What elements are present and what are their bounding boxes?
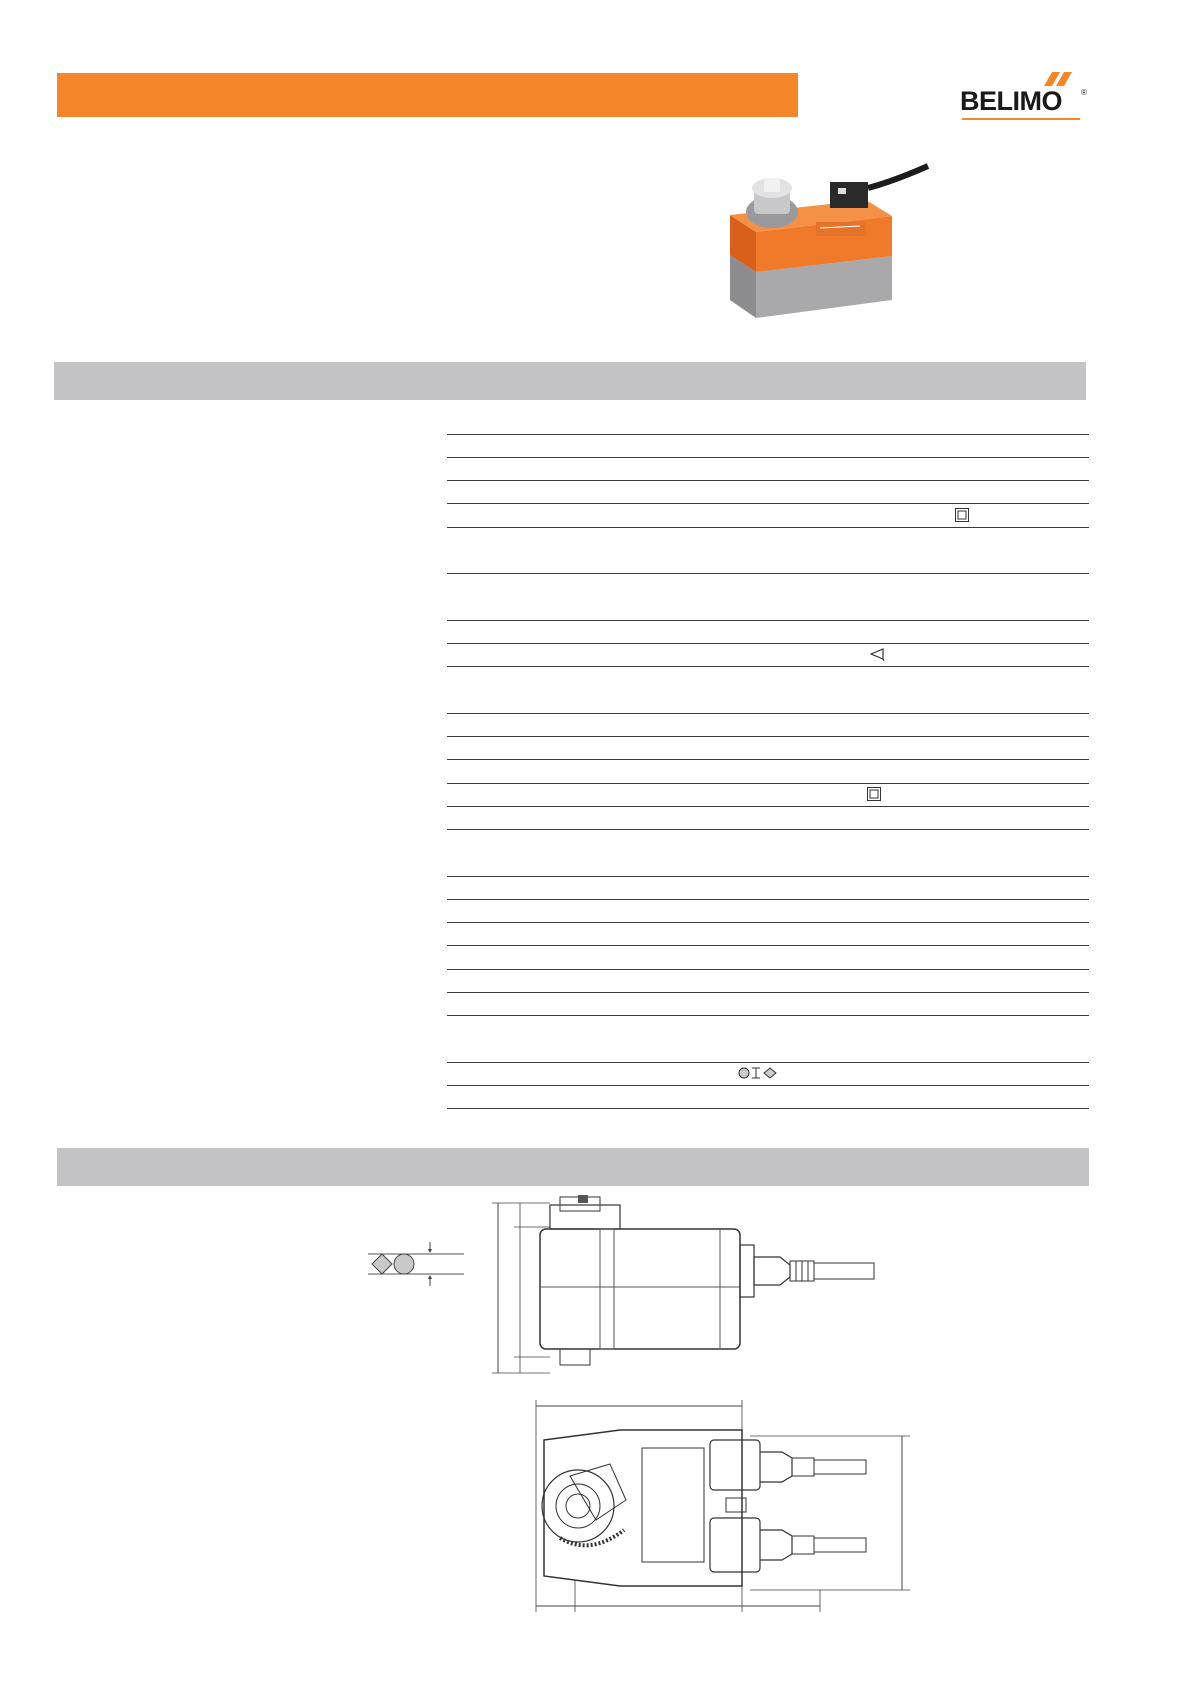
logo-wordmark: BELIMO	[960, 86, 1062, 116]
table-rule	[447, 666, 1089, 667]
double-square-icon	[867, 787, 881, 801]
table-rule	[447, 503, 1089, 504]
circle-bar-diamond-icon	[738, 1066, 778, 1080]
section-bar-technical-data	[54, 362, 1086, 400]
belimo-logo	[960, 68, 1090, 120]
shaft-profile-drawing	[368, 1240, 468, 1288]
table-rule	[447, 945, 1089, 946]
logo-underline	[962, 118, 1080, 120]
table-rule	[447, 759, 1089, 760]
table-rule	[447, 783, 1089, 784]
table-rule	[447, 876, 1089, 877]
table-rule	[447, 1062, 1089, 1063]
double-square-icon	[955, 508, 969, 522]
product-image	[720, 160, 940, 320]
table-rule	[447, 480, 1089, 481]
table-rule	[447, 829, 1089, 830]
table-rule	[447, 1015, 1089, 1016]
table-rule	[447, 434, 1089, 435]
table-rule	[447, 1085, 1089, 1086]
table-rule	[447, 1108, 1089, 1109]
table-rule	[447, 527, 1089, 528]
table-rule	[447, 620, 1089, 621]
title-bar	[57, 73, 798, 117]
side-view-drawing	[490, 1195, 890, 1385]
top-view-drawing	[530, 1400, 920, 1620]
table-rule	[447, 457, 1089, 458]
table-rule	[447, 992, 1089, 993]
table-rule	[447, 806, 1089, 807]
section-bar-dimensions	[57, 1148, 1089, 1186]
logo-stripes-icon	[1038, 72, 1078, 86]
table-rule	[447, 969, 1089, 970]
triangle-flag-icon	[870, 647, 886, 661]
table-rule	[447, 713, 1089, 714]
table-rule	[447, 736, 1089, 737]
table-rule	[447, 922, 1089, 923]
table-rule	[447, 899, 1089, 900]
table-rule	[447, 643, 1089, 644]
table-rule	[447, 573, 1089, 574]
registered-mark: ®	[1081, 88, 1087, 97]
